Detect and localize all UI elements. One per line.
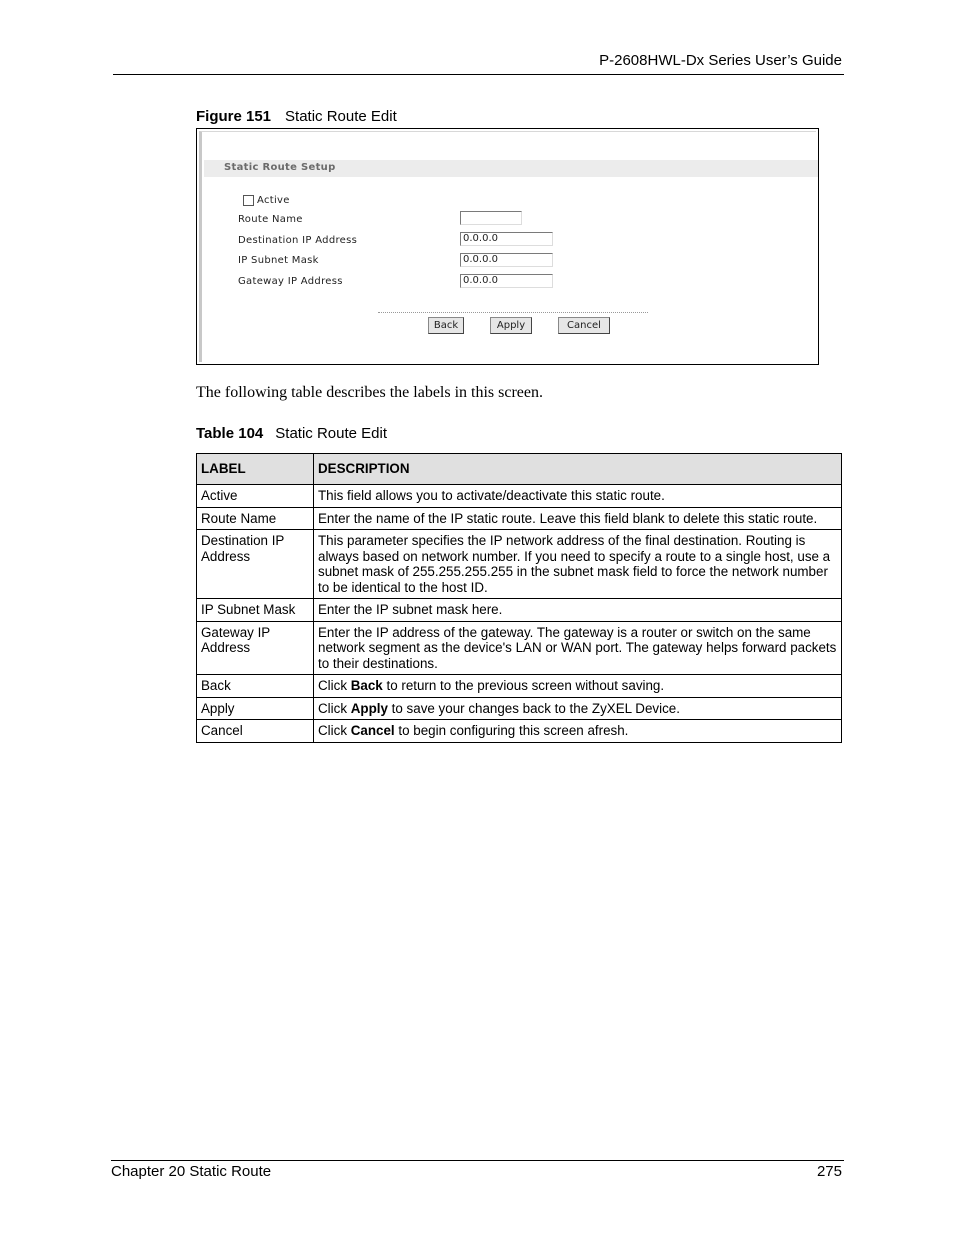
- row-description: This field allows you to activate/deactivate this static route.: [314, 485, 842, 508]
- table-row: [197, 485, 842, 508]
- destination-ip-label: Destination IP Address: [238, 235, 358, 246]
- desc-text: to save your changes back to the ZyXEL Device.: [387, 700, 680, 716]
- back-button[interactable]: Back: [428, 317, 464, 334]
- active-label: Active: [257, 195, 290, 206]
- table-number: Table 104: [196, 425, 264, 442]
- figure-number: Figure 151: [196, 108, 272, 125]
- subnet-mask-label: IP Subnet Mask: [238, 255, 319, 266]
- gateway-ip-input[interactable]: 0.0.0.0: [460, 274, 553, 288]
- page-number: 275: [816, 1163, 842, 1180]
- label-column-header: LABEL: [197, 454, 314, 485]
- row-description: Enter the IP subnet mask here.: [314, 599, 842, 622]
- row-description: Enter the IP address of the gateway. The gateway is a router or switch on the same network segment as the device's LAN or WAN port. The gateway helps forward packets to their destinations.: [314, 621, 842, 675]
- desc-bold: Cancel: [350, 723, 395, 738]
- row-description: Enter the name of the IP static route. Leave this field blank to delete this static route.: [314, 507, 842, 530]
- desc-bold: Back: [350, 678, 383, 693]
- table-row: [197, 675, 842, 698]
- table-row: [197, 599, 842, 622]
- table-title: Static Route Edit: [275, 425, 387, 442]
- section-header-bar: [204, 160, 818, 177]
- chapter-title: Chapter 20 Static Route: [111, 1163, 272, 1180]
- table-row: [197, 621, 842, 675]
- figure-title: Static Route Edit: [285, 108, 397, 125]
- guide-title: P-2608HWL-Dx Series User’s Guide: [599, 52, 842, 69]
- row-label: Cancel: [197, 720, 314, 743]
- row-label: Apply: [197, 697, 314, 720]
- apply-button[interactable]: Apply: [490, 317, 532, 334]
- row-description: [314, 720, 842, 743]
- section-title: Static Route Setup: [224, 162, 336, 173]
- desc-text: Click: [318, 700, 351, 716]
- row-description: [314, 697, 842, 720]
- destination-ip-input[interactable]: 0.0.0.0: [460, 232, 553, 246]
- active-checkbox[interactable]: [243, 195, 254, 206]
- desc-text: Click: [318, 678, 351, 693]
- table-row: [197, 507, 842, 530]
- row-description: This parameter specifies the IP network address of the final destination. Routing is always based on network number. If you need to specify a route to a single host, use a subnet mask of 255.255.255.255 in the subnet mask field to force the network number to be identical to the host ID.: [314, 530, 842, 599]
- divider: [378, 312, 648, 313]
- row-label: IP Subnet Mask: [197, 599, 314, 622]
- row-label: Active: [197, 485, 314, 508]
- desc-text: Click: [318, 723, 351, 738]
- subnet-mask-input[interactable]: 0.0.0.0: [460, 253, 553, 267]
- row-label: Route Name: [197, 507, 314, 530]
- row-label: Destination IP Address: [197, 530, 314, 599]
- route-name-label: Route Name: [238, 214, 303, 225]
- table-row: [197, 697, 842, 720]
- row-label: Back: [197, 675, 314, 698]
- label-description-table: [196, 453, 842, 743]
- row-label: Gateway IP Address: [197, 621, 314, 675]
- static-route-screenshot: [196, 128, 819, 365]
- description-column-header: DESCRIPTION: [314, 454, 842, 485]
- table-row: [197, 720, 842, 743]
- table-caption: [196, 425, 387, 442]
- table-header-row: [197, 454, 842, 485]
- desc-bold: Apply: [350, 700, 388, 716]
- figure-caption: [196, 108, 397, 125]
- row-description: [314, 675, 842, 698]
- cancel-button[interactable]: Cancel: [558, 317, 610, 334]
- intro-paragraph: The following table describes the labels in this screen.: [196, 384, 544, 401]
- page-footer: [111, 1160, 844, 1180]
- gateway-ip-label: Gateway IP Address: [238, 276, 343, 287]
- desc-text: to begin configuring this screen afresh.: [394, 723, 629, 738]
- page-header: [113, 48, 844, 75]
- route-name-input[interactable]: [460, 211, 522, 225]
- desc-text: to return to the previous screen without saving.: [382, 678, 665, 693]
- table-row: [197, 530, 842, 599]
- screenshot-frame: [199, 131, 816, 362]
